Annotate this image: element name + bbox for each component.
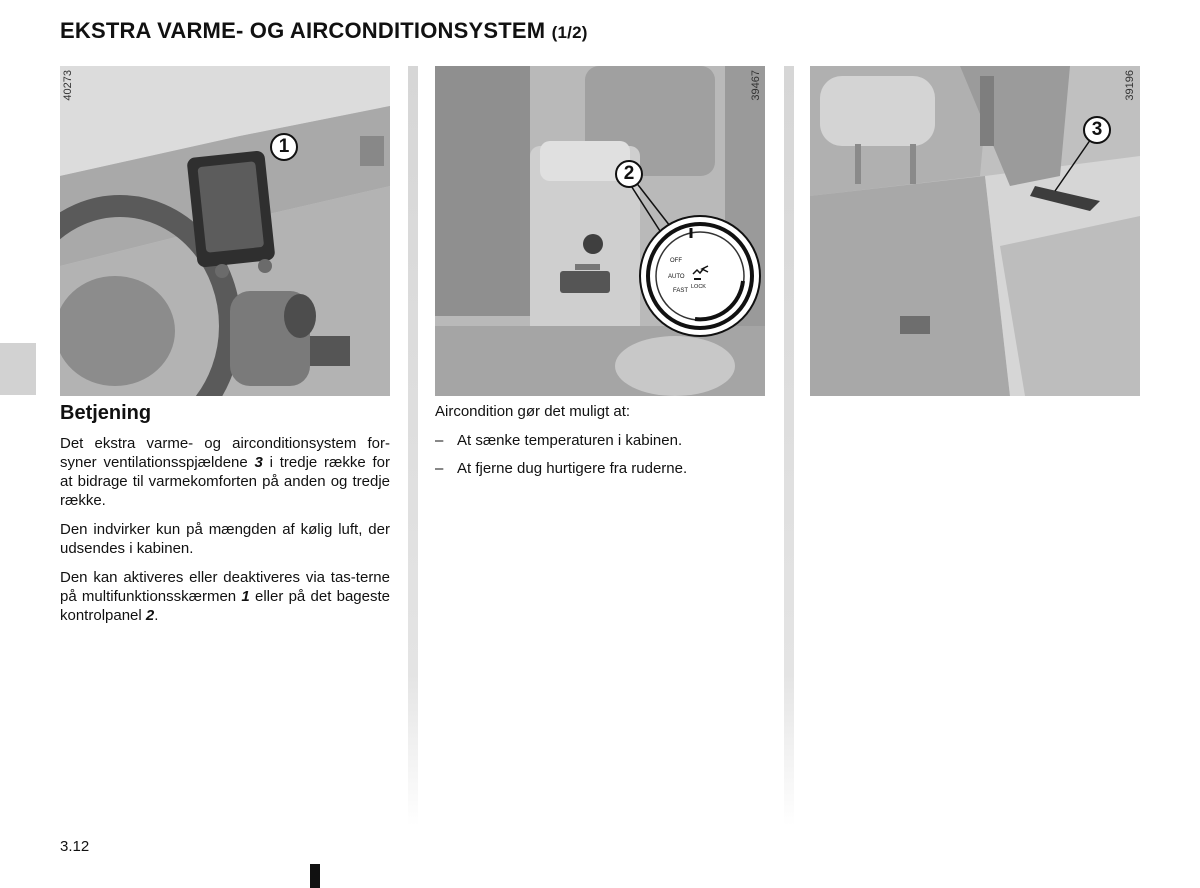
callout-1: 1 [270,133,298,161]
paragraph [60,434,390,510]
reference-number: 2 [145,607,155,624]
crop-mark [310,864,320,888]
list-item [435,459,765,478]
column-divider [408,66,418,826]
text-fragment: . [154,607,159,624]
title-part: (1/2) [551,23,588,42]
page-number: 3.12 [60,838,90,855]
text-fragment: i tredje række for at bidrage til varmekomforten på anden og tredje række. [60,454,390,509]
list-item-text: At fjerne dug hurtigere fra ruderne. [457,460,688,477]
list-dash: – [435,432,444,449]
title-text: EKSTRA VARME- OG AIRCONDITIONSYSTEM [60,18,546,43]
list-dash: – [435,460,444,477]
paragraph: Den indvirker kun på mængden af kølig luft, der udsendes i kabinen. [60,521,390,557]
dial-lock-label: LOCK [691,284,706,290]
section-tab [0,343,36,395]
dial-off-label: OFF [670,258,682,264]
reference-number: 1 [241,588,250,605]
text-fragment: Den kan aktiveres eller deaktiveres via tas-terne på multifunktionsskærmen [60,569,390,605]
column-2-text [435,402,765,487]
list-item-text: At sænke temperaturen i kabinen. [457,432,683,449]
reference-number: 3 [254,454,263,471]
list-item [435,431,765,450]
figure-reference: 40273 [62,70,74,101]
paragraph [60,568,390,625]
callout-2: 2 [615,160,643,188]
intro-text: Aircondition gør det muligt at: [435,403,631,420]
figure-reference: 39196 [1124,70,1136,101]
rear-console-photo [435,66,765,396]
third-row-photo [810,66,1140,396]
column-divider [784,66,794,826]
page-title [60,18,588,44]
text-fragment: Det ekstra varme- og airconditionsystem for-syner ventilationsspjældene [60,435,390,471]
section-heading: Betjening [60,402,152,424]
dial-auto-label: AUTO [668,274,685,280]
callout-3: 3 [1083,116,1111,144]
figure-reference: 39467 [750,70,762,101]
column-1-text [60,434,390,635]
dashboard-photo [60,66,390,396]
text-fragment: eller på det bageste kontrolpanel [60,588,390,624]
dial-fast-label: FAST [673,288,689,294]
